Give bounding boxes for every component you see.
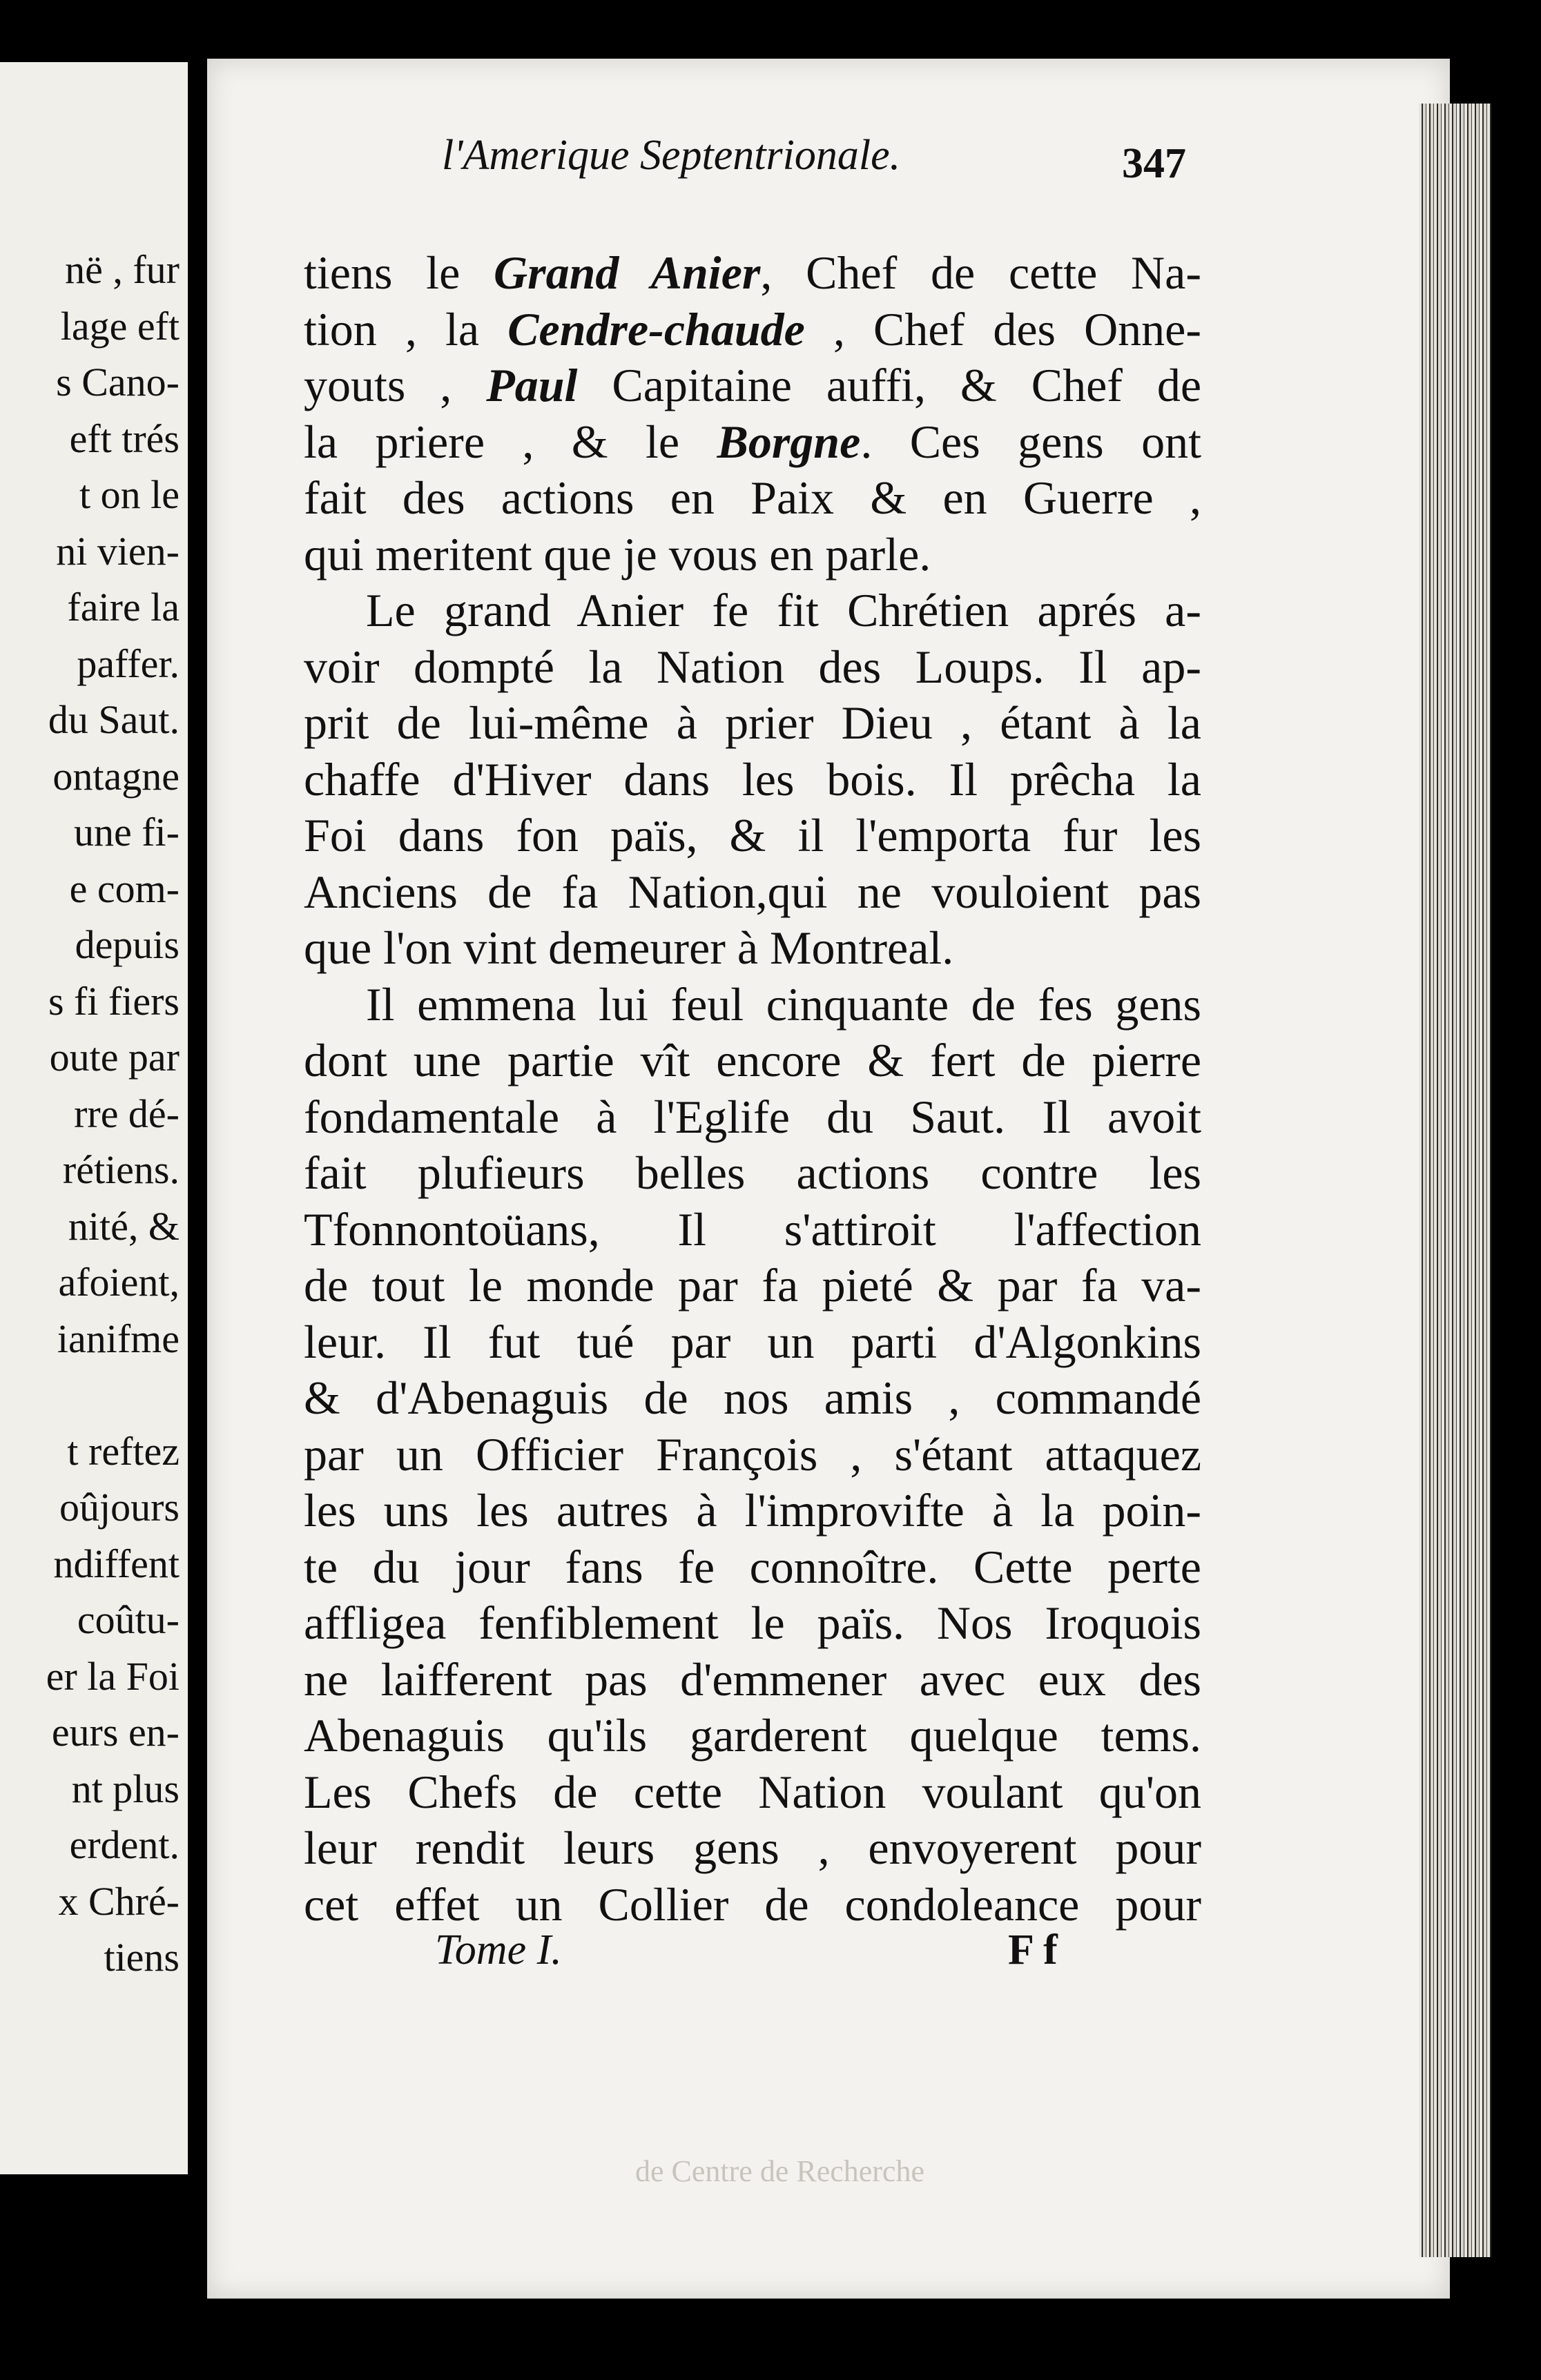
text-run: voir dompté la Nation des Loups. Il ap- [304,640,1201,693]
left-page-line: ndiffent [53,1541,180,1586]
left-page-line: er la Foi [46,1653,180,1699]
left-page-text [46,242,180,1986]
text-run: que l'on vint demeurer à Montreal. [304,921,954,974]
left-page-line: eurs en- [51,1710,180,1755]
text-line [304,1427,1201,1483]
text-run: fait plufieurs belles actions contre les [304,1147,1201,1199]
text-line [304,920,1201,977]
left-page-line: x Chré- [58,1878,180,1924]
left-page-line: nité, & [68,1203,180,1249]
left-page-line: e com- [69,866,180,911]
left-page-line: t reftez [67,1428,180,1474]
text-run: Le grand Anier fe fit Chrétien aprés a- [366,584,1201,636]
text-run: fait des actions en Paix & en Guerre , [304,471,1201,524]
text-line [304,1652,1201,1708]
text-line [304,302,1201,358]
text-run: fondamentale à l'Eglife du Saut. Il avoit [304,1090,1201,1143]
text-run: Abenaguis qu'ils garderent quelque tems. [304,1709,1201,1762]
left-page-line [46,1367,180,1423]
text-run: , Chef des Onne- [804,302,1201,355]
left-page-line: në , fur [65,247,180,292]
left-page-line: s Cano- [56,360,180,404]
text-run: Tfonnontoüans, Il s'attiroit l'affection [304,1202,1201,1256]
left-page-line: nt plus [71,1766,180,1811]
left-page-line: faire la [67,585,180,630]
left-page-line: ni vien- [56,528,180,574]
text-run: qui meritent que je vous en parle. [304,527,931,581]
text-run: & d'Abenaguis de nos amis , commandé [304,1372,1201,1424]
text-line [304,639,1201,696]
left-page-line: ianifme [57,1316,180,1361]
text-line [304,245,1201,302]
bleed-through-text: de Centre de Recherche [635,2154,924,2188]
text-line [304,1539,1201,1596]
text-line [304,1370,1201,1427]
text-line [304,358,1201,414]
text-line [304,1877,1201,1933]
text-line [304,1258,1201,1314]
text-line [304,1483,1201,1539]
left-page-line: oûjours [59,1485,180,1530]
text-line [304,695,1201,752]
left-page-line: tiens [104,1935,180,1980]
text-run: leur rendit leurs gens , envoyerent pour [304,1822,1201,1874]
body-text [304,245,1201,1933]
left-page-line: oute par [49,1035,180,1080]
page-edges [1419,104,1491,2257]
left-page-line: erdent. [69,1822,180,1867]
left-page-line: une fi- [74,810,180,855]
text-run: prit de lui-même à prier Dieu , étant à la [304,696,1201,749]
left-page-line: du Saut. [48,697,180,742]
text-run: la priere , & le [304,415,717,468]
text-run: . Ces gens ont [860,415,1201,468]
text-line [304,1314,1201,1371]
text-run: te du jour fans fe connoître. Cette perte [304,1540,1201,1593]
text-run: , Chef de cette Na- [760,246,1201,299]
left-page-line: afoient, [58,1260,180,1305]
italic-name: Cendre-chaude [507,302,805,355]
text-run: affligea fenfiblement le païs. Nos Iroquois [304,1597,1201,1649]
text-line [304,1145,1201,1202]
text-line [304,864,1201,921]
text-line [304,527,1201,583]
text-line [304,1820,1201,1877]
volume-label: Tome I. [435,1927,562,1973]
text-run: Les Chefs de cette Nation voulant qu'on [304,1765,1201,1818]
text-run: les uns les autres à l'improvifte à la poin- [304,1484,1201,1537]
text-run: Foi dans fon païs, & il l'emporta fur les [304,809,1201,861]
text-line [304,977,1201,1033]
page-number: 347 [1122,140,1186,187]
text-run: dont une partie vît encore & fert de pierre [304,1034,1201,1086]
left-page-line: s fi fiers [48,978,180,1024]
italic-name: Borgne [717,415,861,468]
text-run: de tout le monde par fa pieté & par fa va- [304,1259,1201,1311]
italic-name: Grand Anier [494,246,761,299]
left-page [0,62,188,2174]
signature-mark: F f [1008,1927,1058,1973]
text-line [304,470,1201,527]
text-line [304,1202,1201,1258]
text-run: Capitaine auffi, & Chef de [577,359,1202,411]
text-line [304,1764,1201,1821]
text-run: par un Officier François , s'étant attaquez [304,1427,1201,1481]
text-line [304,1033,1201,1089]
text-line [304,752,1201,808]
left-page-line: eft trés [69,416,180,461]
left-page-line: depuis [75,922,180,967]
text-line [304,1708,1201,1764]
left-page-line: lage eft [60,303,180,349]
left-page-line: t on le [79,472,180,517]
text-run: chaffe d'Hiver dans les bois. Il prêcha la [304,752,1201,806]
text-run: tion , la [304,302,508,355]
text-run: Il emmena lui feul cinquante de fes gens [366,977,1201,1031]
text-run: leur. Il fut tué par un parti d'Algonkins [304,1315,1201,1368]
left-page-line: rre dé- [74,1091,180,1136]
text-run: youts , [304,359,487,411]
text-line [304,1089,1201,1146]
text-line [304,414,1201,471]
text-run: cet effet un Collier de condoleance pour [304,1877,1201,1931]
left-page-line: coûtu- [77,1597,180,1642]
text-run: tiens le [304,246,494,299]
left-page-line: ontagne [52,753,180,799]
text-line [304,808,1201,864]
left-page-line: rétiens. [62,1147,180,1192]
running-title: l'Amerique Septentrionale. [442,132,901,179]
italic-name: Paul [486,359,578,411]
text-line [304,1595,1201,1652]
text-run: ne laifferent pas d'emmener avec eux des [304,1652,1201,1706]
text-line [304,583,1201,639]
text-run: Anciens de fa Nation,qui ne vouloient pas [304,865,1201,918]
left-page-line: paffer. [77,641,180,686]
